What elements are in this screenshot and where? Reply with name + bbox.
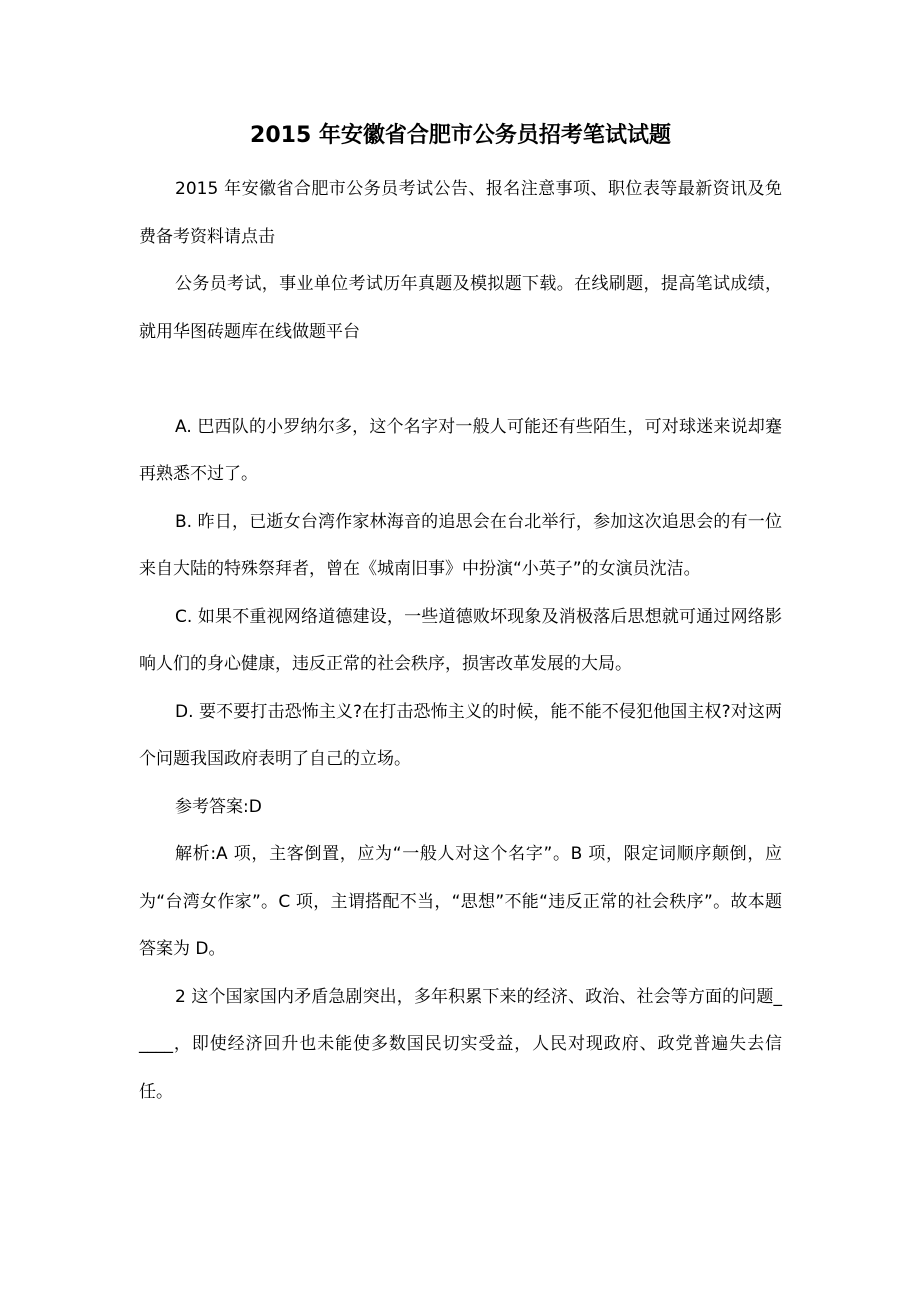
option-d: D. 要不要打击恐怖主义?在打击恐怖主义的时候，能不能不侵犯他国主权?对这两个问题我国政府表明了自己的立场。 — [139, 701, 782, 769]
intro-paragraph: 2015 年安徽省合肥市公务员考试公告、报名注意事项、职位表等最新资讯及免费备考资料请点击 — [139, 179, 782, 247]
document-page — [139, 112, 782, 1116]
analysis-paragraph: 解析:A 项，主客倒置，应为“一般人对这个名字”。B 项，限定词顺序颠倒，应为“台湾女作家”。C 项，主谓搭配不当，“思想”不能“违反正常的社会秩序”。故本题答案为 D。 — [139, 844, 782, 959]
blank-spacer — [139, 356, 782, 404]
answer-line: 参考答案:D — [175, 796, 262, 817]
option-b: B. 昨日，已逝女台湾作家林海音的追思会在台北举行，参加这次追思会的有一位来自大陆的特殊祭拜者，曾在《城南旧事》中扮演“小英子”的女演员沈洁。 — [139, 511, 782, 579]
question-2: 2 这个国家国内矛盾急剧突出，多年积累下来的经济、政治、社会等方面的问题_____，即使经济回升也未能使多数国民切实受益，人民对现政府、政党普遍失去信任。 — [139, 986, 782, 1102]
document-title: 2015 年安徽省合肥市公务员招考笔试试题 — [250, 123, 671, 148]
option-a: A. 巴西队的小罗纳尔多，这个名字对一般人可能还有些陌生，可对球迷来说却蹇再熟悉不过了。 — [139, 416, 782, 484]
option-c: C. 如果不重视网络道德建设，一些道德败坏现象及消极落后思想就可通过网络影响人们的身心健康，违反正常的社会秩序，损害改革发展的大局。 — [139, 606, 782, 674]
promo-paragraph: 公务员考试，事业单位考试历年真题及模拟题下载。在线刷题，提高笔试成绩，就用华图砖题库在线做题平台 — [139, 274, 782, 342]
